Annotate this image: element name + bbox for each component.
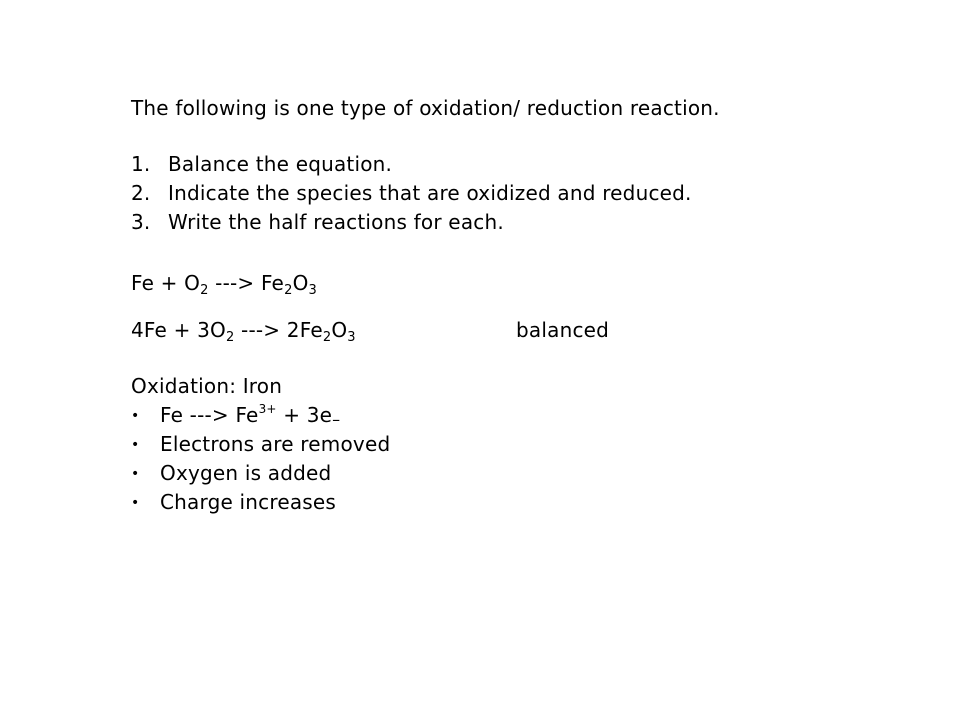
step-text: Write the half reactions for each. — [168, 210, 504, 234]
equation-arrow-product: ---> 2Fe — [234, 318, 323, 342]
balanced-equation — [131, 318, 610, 345]
step-text: Balance the equation. — [168, 152, 393, 176]
oxidation-heading: Oxidation: Iron — [131, 374, 283, 398]
bullet-text: Charge increases — [160, 490, 337, 514]
bullet-text: Oxygen is added — [160, 461, 332, 485]
unbalanced-equation — [131, 271, 317, 298]
equation-reactants: Fe + O — [131, 271, 201, 295]
bullet-point — [131, 490, 336, 515]
subscript: 2 — [225, 330, 235, 345]
half-reaction-right: + 3e — [276, 403, 333, 427]
intro-text: The following is one type of oxidation/ reduction reaction. — [131, 96, 720, 120]
step-text: Indicate the species that are oxidized and reduced. — [168, 181, 692, 205]
bullet-point — [131, 432, 390, 457]
bullet-icon: • — [131, 437, 140, 453]
subscript: 3 — [308, 283, 317, 298]
step-1 — [131, 152, 392, 176]
equation-reactants: 4Fe + 3O — [131, 318, 226, 342]
bullet-icon: • — [131, 466, 140, 482]
bullet-icon: • — [131, 495, 140, 511]
bullet-point — [131, 461, 331, 486]
bullet-half-reaction — [131, 403, 340, 428]
bullet-icon: • — [131, 408, 140, 424]
electron-sign: – — [332, 410, 341, 429]
superscript-charge: 3+ — [258, 402, 277, 416]
balanced-label: balanced — [516, 318, 610, 342]
equation-oxygen: O — [331, 318, 348, 342]
step-number: 1. — [131, 152, 151, 176]
step-number: 2. — [131, 181, 151, 205]
step-3 — [131, 210, 504, 234]
subscript: 2 — [284, 283, 293, 298]
equation-oxygen: O — [292, 271, 309, 295]
bullet-text: Electrons are removed — [160, 432, 391, 456]
step-number: 3. — [131, 210, 151, 234]
subscript: 2 — [200, 283, 209, 298]
half-reaction-left: Fe ---> Fe — [160, 403, 259, 427]
subscript: 3 — [347, 330, 356, 345]
step-2 — [131, 181, 692, 205]
equation-arrow-product: ---> Fe — [208, 271, 285, 295]
subscript: 2 — [322, 330, 332, 345]
